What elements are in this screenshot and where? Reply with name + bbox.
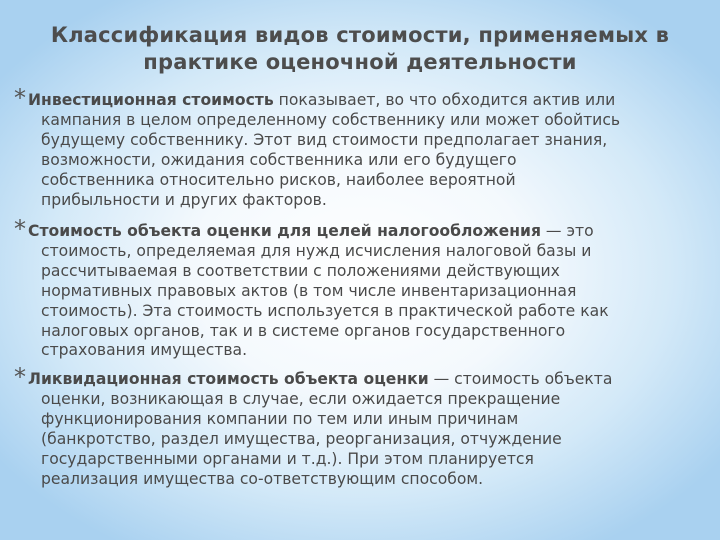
bullet-line: функционирования компании по тем или иным причинам — [41, 409, 519, 428]
bullet-liquidation-value — [14, 363, 700, 489]
bullet-marker-icon: * — [14, 363, 26, 391]
bullet-line: страхования имущества. — [41, 341, 248, 360]
bullet-first-tail: — это — [540, 222, 594, 240]
bullet-line: реализация имущества со-ответствующим способом. — [41, 469, 484, 488]
bullet-line: прибыльности и других факторов. — [41, 190, 327, 209]
bullet-line: (банкротство, раздел имущества, реорганизация, отчуждение — [41, 429, 562, 448]
bullet-term: Ликвидационная стоимость объекта оценки — [28, 370, 429, 388]
bullet-line: оценки, возникающая в случае, если ожидается прекращение — [41, 389, 561, 408]
bullet-term: Стоимость объекта оценки для целей налогообложения — [28, 222, 541, 240]
slide-title — [40, 22, 680, 76]
slide-title-line-1: Классификация видов стоимости, применяемых в — [50, 23, 670, 47]
bullet-line: возможности, ожидания собственника или его будущего — [41, 150, 517, 169]
bullet-first-line — [28, 222, 700, 242]
bullet-marker-icon: * — [14, 84, 26, 112]
bullet-term: Инвестиционная стоимость — [28, 91, 274, 109]
slide-title-line-2: практике оценочной деятельности — [143, 50, 577, 74]
bullet-line: нормативных правовых актов (в том числе инвентаризационная — [41, 281, 577, 300]
bullet-tax-value — [14, 215, 700, 361]
bullet-investment-value — [14, 84, 700, 210]
bullet-marker-icon: * — [14, 215, 26, 243]
bullet-first-tail: показывает, во что обходится актив или — [273, 91, 616, 109]
bullet-line: собственника относительно рисков, наиболее вероятной — [41, 170, 516, 189]
bullet-line: государственными органами и т.д.). При этом планируется — [41, 449, 534, 468]
bullet-first-tail: — стоимость объекта — [428, 370, 613, 388]
bullet-line: кампания в целом определенному собственнику или может обойтись — [41, 110, 621, 129]
bullet-line: налоговых органов, так и в системе органов государственного — [41, 321, 566, 340]
bullet-line: стоимость, определяемая для нужд исчисления налоговой базы и — [41, 241, 592, 260]
bullet-first-line — [28, 370, 700, 390]
bullet-line: рассчитываемая в соответствии с положениями действующих — [41, 261, 560, 280]
bullet-line: будущему собственнику. Этот вид стоимости предполагает знания, — [41, 130, 608, 149]
bullet-first-line — [28, 91, 700, 111]
bullet-line: стоимость). Эта стоимость используется в практической работе как — [41, 301, 609, 320]
